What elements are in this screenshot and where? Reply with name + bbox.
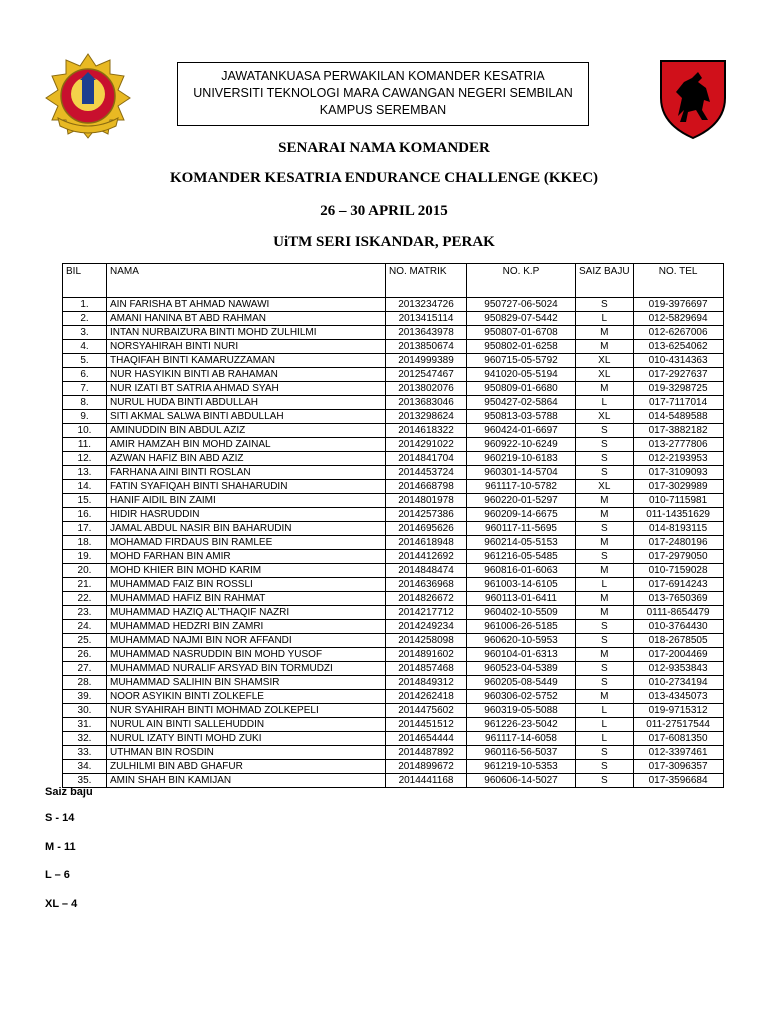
cell-tel: 019-3298725 xyxy=(633,382,723,396)
cell-saiz: S xyxy=(576,746,634,760)
cell-tel: 017-2927637 xyxy=(633,368,723,382)
cell-nama: MOHD FARHAN BIN AMIR xyxy=(107,550,386,564)
table-row xyxy=(63,746,724,760)
cell-saiz: S xyxy=(576,298,634,312)
cell-kp: 960606-14-5027 xyxy=(467,774,576,788)
cell-matrik: 2013850674 xyxy=(386,340,467,354)
cell-tel: 017-3029989 xyxy=(633,480,723,494)
cell-kp: 950802-01-6258 xyxy=(467,340,576,354)
cell-matrik: 2014475602 xyxy=(386,704,467,718)
cell-saiz: L xyxy=(576,704,634,718)
table-row xyxy=(63,396,724,410)
cell-bil: 26. xyxy=(63,648,107,662)
document-title: SENARAI NAMA KOMANDER xyxy=(278,140,490,156)
cell-saiz: S xyxy=(576,438,634,452)
cell-matrik: 2014291022 xyxy=(386,438,467,452)
cell-bil: 30. xyxy=(63,704,107,718)
cell-bil: 16. xyxy=(63,508,107,522)
cell-nama: MUHAMMAD NURALIF ARSYAD BIN TORMUDZI xyxy=(107,662,386,676)
table-row xyxy=(63,382,724,396)
cell-nama: NUR HASYIKIN BINTI AB RAHAMAN xyxy=(107,368,386,382)
cell-kp: 960816-01-6063 xyxy=(467,564,576,578)
cell-matrik: 2014257386 xyxy=(386,508,467,522)
cell-kp: 950809-01-6680 xyxy=(467,382,576,396)
cell-matrik: 2014801978 xyxy=(386,494,467,508)
table-row xyxy=(63,606,724,620)
cell-saiz: S xyxy=(576,466,634,480)
cell-saiz: S xyxy=(576,424,634,438)
table-row xyxy=(63,690,724,704)
table-header-row xyxy=(63,264,724,298)
table-row xyxy=(63,466,724,480)
cell-bil: 39. xyxy=(63,690,107,704)
cell-nama: HIDIR HASRUDDIN xyxy=(107,508,386,522)
cell-kp: 960301-14-5704 xyxy=(467,466,576,480)
table-row xyxy=(63,662,724,676)
cell-nama: JAMAL ABDUL NASIR BIN BAHARUDIN xyxy=(107,522,386,536)
cell-kp: 950727-06-5024 xyxy=(467,298,576,312)
cell-tel: 017-3096357 xyxy=(633,760,723,774)
cell-nama: ZULHILMI BIN ABD GHAFUR xyxy=(107,760,386,774)
table-row xyxy=(63,634,724,648)
cell-tel: 0111-8654479 xyxy=(633,606,723,620)
cell-bil: 12. xyxy=(63,452,107,466)
table-row xyxy=(63,508,724,522)
header-box xyxy=(177,62,589,126)
cell-tel: 012-2193953 xyxy=(633,452,723,466)
cell-saiz: M xyxy=(576,382,634,396)
cell-tel: 019-9715312 xyxy=(633,704,723,718)
cell-kp: 960209-14-6675 xyxy=(467,508,576,522)
table-row xyxy=(63,312,724,326)
cell-matrik: 2014826672 xyxy=(386,592,467,606)
cell-bil: 31. xyxy=(63,718,107,732)
cell-matrik: 2014899672 xyxy=(386,760,467,774)
cell-nama: MUHAMMAD HAFIZ BIN RAHMAT xyxy=(107,592,386,606)
cell-kp: 961226-23-5042 xyxy=(467,718,576,732)
cell-saiz: XL xyxy=(576,410,634,424)
table-row xyxy=(63,424,724,438)
cell-bil: 5. xyxy=(63,354,107,368)
cell-bil: 22. xyxy=(63,592,107,606)
cell-matrik: 2014249234 xyxy=(386,620,467,634)
cell-tel: 010-2734194 xyxy=(633,676,723,690)
cell-tel: 011-14351629 xyxy=(633,508,723,522)
header-line-2: UNIVERSITI TEKNOLOGI MARA CAWANGAN NEGERI SEMBILAN xyxy=(193,86,573,100)
cell-bil: 32. xyxy=(63,732,107,746)
table-row xyxy=(63,774,724,788)
column-header-matrik: NO. MATRIK xyxy=(386,264,467,298)
column-header-tel: NO. TEL xyxy=(633,264,723,298)
cell-nama: AMINUDDIN BIN ABDUL AZIZ xyxy=(107,424,386,438)
summary-size-l: L – 6 xyxy=(45,869,70,881)
cell-nama: AZWAN HAFIZ BIN ABD AZIZ xyxy=(107,452,386,466)
cell-nama: MUHAMMAD SALIHIN BIN SHAMSIR xyxy=(107,676,386,690)
cell-nama: MUHAMMAD FAIZ BIN ROSSLI xyxy=(107,578,386,592)
cell-matrik: 2013234726 xyxy=(386,298,467,312)
cell-matrik: 2013683046 xyxy=(386,396,467,410)
cell-kp: 961003-14-6105 xyxy=(467,578,576,592)
cell-tel: 017-3109093 xyxy=(633,466,723,480)
cell-saiz: L xyxy=(576,312,634,326)
cell-nama: NURUL HUDA BINTI ABDULLAH xyxy=(107,396,386,410)
cell-bil: 14. xyxy=(63,480,107,494)
cell-tel: 017-6081350 xyxy=(633,732,723,746)
cell-nama: NUR SYAHIRAH BINTI MOHMAD ZOLKEPELI xyxy=(107,704,386,718)
cell-saiz: XL xyxy=(576,480,634,494)
cell-kp: 941020-05-5194 xyxy=(467,368,576,382)
cell-kp: 961117-14-6058 xyxy=(467,732,576,746)
summary-heading: Saiz baju xyxy=(45,786,93,798)
cell-tel: 012-6267006 xyxy=(633,326,723,340)
summary-size-m: M - 11 xyxy=(45,841,76,853)
cell-matrik: 2014654444 xyxy=(386,732,467,746)
cell-bil: 34. xyxy=(63,760,107,774)
table-row xyxy=(63,550,724,564)
cell-bil: 18. xyxy=(63,536,107,550)
cell-saiz: XL xyxy=(576,354,634,368)
cell-nama: THAQIFAH BINTI KAMARUZZAMAN xyxy=(107,354,386,368)
cell-nama: AMIN SHAH BIN KAMIJAN xyxy=(107,774,386,788)
cell-tel: 013-7650369 xyxy=(633,592,723,606)
cell-matrik: 2014412692 xyxy=(386,550,467,564)
cell-bil: 6. xyxy=(63,368,107,382)
cell-saiz: S xyxy=(576,620,634,634)
table-row xyxy=(63,368,724,382)
cell-tel: 017-6914243 xyxy=(633,578,723,592)
cell-tel: 010-3764430 xyxy=(633,620,723,634)
cell-bil: 17. xyxy=(63,522,107,536)
table-row xyxy=(63,732,724,746)
cell-matrik: 2014451512 xyxy=(386,718,467,732)
cell-matrik: 2014217712 xyxy=(386,606,467,620)
cell-tel: 010-7159028 xyxy=(633,564,723,578)
cell-kp: 961117-10-5782 xyxy=(467,480,576,494)
cell-tel: 017-3596684 xyxy=(633,774,723,788)
cell-bil: 35. xyxy=(63,774,107,788)
cell-bil: 15. xyxy=(63,494,107,508)
cell-bil: 7. xyxy=(63,382,107,396)
cell-nama: MUHAMMAD HAZIQ AL'THAQIF NAZRI xyxy=(107,606,386,620)
cell-kp: 960104-01-6313 xyxy=(467,648,576,662)
cell-tel: 010-7115981 xyxy=(633,494,723,508)
cell-kp: 960620-10-5953 xyxy=(467,634,576,648)
table-row xyxy=(63,340,724,354)
cell-kp: 961219-10-5353 xyxy=(467,760,576,774)
table-row xyxy=(63,564,724,578)
cell-nama: FATIN SYAFIQAH BINTI SHAHARUDIN xyxy=(107,480,386,494)
cell-kp: 960205-08-5449 xyxy=(467,676,576,690)
cell-nama: MUHAMMAD HEDZRI BIN ZAMRI xyxy=(107,620,386,634)
cell-bil: 20. xyxy=(63,564,107,578)
column-header-saiz: SAIZ BAJU xyxy=(576,264,634,298)
table-row xyxy=(63,704,724,718)
cell-saiz: S xyxy=(576,760,634,774)
cell-bil: 11. xyxy=(63,438,107,452)
summary-size-xl: XL – 4 xyxy=(45,898,78,910)
cell-nama: NORSYAHIRAH BINTI NURI xyxy=(107,340,386,354)
cell-saiz: M xyxy=(576,494,634,508)
table-row xyxy=(63,326,724,340)
table-body xyxy=(63,298,724,788)
cell-saiz: L xyxy=(576,578,634,592)
cell-tel: 019-3976697 xyxy=(633,298,723,312)
cell-bil: 28. xyxy=(63,676,107,690)
table-row xyxy=(63,522,724,536)
cell-tel: 010-4314363 xyxy=(633,354,723,368)
cell-bil: 13. xyxy=(63,466,107,480)
cell-saiz: XL xyxy=(576,368,634,382)
cell-nama: AMANI HANINA BT ABD RAHMAN xyxy=(107,312,386,326)
cell-matrik: 2013415114 xyxy=(386,312,467,326)
cell-matrik: 2014841704 xyxy=(386,452,467,466)
cell-saiz: M xyxy=(576,606,634,620)
cell-bil: 27. xyxy=(63,662,107,676)
horse-shield-icon xyxy=(658,58,728,140)
cell-nama: NUR IZATI BT SATRIA AHMAD SYAH xyxy=(107,382,386,396)
column-header-bil: BIL xyxy=(63,264,107,298)
column-header-nama: NAMA xyxy=(107,264,386,298)
cell-bil: 3. xyxy=(63,326,107,340)
cell-matrik: 2013802076 xyxy=(386,382,467,396)
cell-matrik: 2013643978 xyxy=(386,326,467,340)
cell-saiz: L xyxy=(576,718,634,732)
cell-kp: 961216-05-5485 xyxy=(467,550,576,564)
cell-matrik: 2014618322 xyxy=(386,424,467,438)
table-row xyxy=(63,410,724,424)
cell-matrik: 2014487892 xyxy=(386,746,467,760)
cell-saiz: S xyxy=(576,522,634,536)
cell-kp: 960319-05-5088 xyxy=(467,704,576,718)
header-line-3: KAMPUS SEREMBAN xyxy=(319,103,447,117)
cell-saiz: S xyxy=(576,676,634,690)
table-row xyxy=(63,648,724,662)
cell-tel: 012-9353843 xyxy=(633,662,723,676)
cell-saiz: S xyxy=(576,662,634,676)
table-row xyxy=(63,298,724,312)
cell-bil: 10. xyxy=(63,424,107,438)
cell-tel: 012-5829694 xyxy=(633,312,723,326)
cell-saiz: S xyxy=(576,550,634,564)
summary-size-s: S - 14 xyxy=(45,812,75,824)
cell-kp: 960306-02-5752 xyxy=(467,690,576,704)
cell-bil: 4. xyxy=(63,340,107,354)
table-row xyxy=(63,578,724,592)
cell-nama: MUHAMMAD NASRUDDIN BIN MOHD YUSOF xyxy=(107,648,386,662)
cell-matrik: 2013298624 xyxy=(386,410,467,424)
cell-saiz: M xyxy=(576,564,634,578)
cell-matrik: 2014636968 xyxy=(386,578,467,592)
cell-matrik: 2014695626 xyxy=(386,522,467,536)
table-row xyxy=(63,354,724,368)
cell-tel: 013-6254062 xyxy=(633,340,723,354)
table-row xyxy=(63,438,724,452)
cell-kp: 950829-07-5442 xyxy=(467,312,576,326)
cell-nama: AMIR HAMZAH BIN MOHD ZAINAL xyxy=(107,438,386,452)
cell-saiz: M xyxy=(576,690,634,704)
cell-bil: 1. xyxy=(63,298,107,312)
table-row xyxy=(63,480,724,494)
cell-matrik: 2014891602 xyxy=(386,648,467,662)
table-row xyxy=(63,452,724,466)
cell-bil: 9. xyxy=(63,410,107,424)
cell-matrik: 2014668798 xyxy=(386,480,467,494)
cell-bil: 8. xyxy=(63,396,107,410)
cell-saiz: M xyxy=(576,340,634,354)
cell-tel: 013-4345073 xyxy=(633,690,723,704)
table-row xyxy=(63,620,724,634)
cell-kp: 960214-05-5153 xyxy=(467,536,576,550)
cell-matrik: 2014262418 xyxy=(386,690,467,704)
cell-matrik: 2014999389 xyxy=(386,354,467,368)
cell-matrik: 2014848474 xyxy=(386,564,467,578)
cell-kp: 960117-11-5695 xyxy=(467,522,576,536)
cell-bil: 24. xyxy=(63,620,107,634)
cell-saiz: M xyxy=(576,508,634,522)
cell-nama: UTHMAN BIN ROSDIN xyxy=(107,746,386,760)
column-header-kp: NO. K.P xyxy=(467,264,576,298)
cell-matrik: 2014857468 xyxy=(386,662,467,676)
cell-saiz: L xyxy=(576,396,634,410)
cell-tel: 014-5489588 xyxy=(633,410,723,424)
cell-tel: 017-2480196 xyxy=(633,536,723,550)
table-row xyxy=(63,676,724,690)
table-row xyxy=(63,592,724,606)
cell-saiz: M xyxy=(576,326,634,340)
cell-kp: 960922-10-6249 xyxy=(467,438,576,452)
cell-bil: 19. xyxy=(63,550,107,564)
cell-nama: SITI AKMAL SALWA BINTI ABDULLAH xyxy=(107,410,386,424)
cell-kp: 960402-10-5509 xyxy=(467,606,576,620)
cell-kp: 960220-01-5297 xyxy=(467,494,576,508)
cell-nama: MUHAMMAD NAJMI BIN NOR AFFANDI xyxy=(107,634,386,648)
cell-saiz: L xyxy=(576,732,634,746)
cell-matrik: 2014258098 xyxy=(386,634,467,648)
cell-kp: 960113-01-6411 xyxy=(467,592,576,606)
cell-saiz: M xyxy=(576,592,634,606)
cell-matrik: 2014453724 xyxy=(386,466,467,480)
cell-nama: INTAN NURBAIZURA BINTI MOHD ZULHILMI xyxy=(107,326,386,340)
cell-tel: 018-2678505 xyxy=(633,634,723,648)
cell-kp: 960219-10-6183 xyxy=(467,452,576,466)
cell-tel: 013-2777806 xyxy=(633,438,723,452)
event-date: 26 – 30 APRIL 2015 xyxy=(320,203,448,219)
table-row xyxy=(63,536,724,550)
cell-nama: MOHAMAD FIRDAUS BIN RAMLEE xyxy=(107,536,386,550)
table-row xyxy=(63,760,724,774)
cell-tel: 011-27517544 xyxy=(633,718,723,732)
cell-tel: 017-2004469 xyxy=(633,648,723,662)
cell-tel: 017-3882182 xyxy=(633,424,723,438)
cell-nama: HANIF AIDIL BIN ZAIMI xyxy=(107,494,386,508)
cell-saiz: S xyxy=(576,774,634,788)
cell-saiz: S xyxy=(576,634,634,648)
cell-matrik: 2014849312 xyxy=(386,676,467,690)
event-location: UiTM SERI ISKANDAR, PERAK xyxy=(273,234,495,250)
cell-tel: 014-8193115 xyxy=(633,522,723,536)
cell-bil: 21. xyxy=(63,578,107,592)
cell-kp: 950813-03-5788 xyxy=(467,410,576,424)
cell-bil: 2. xyxy=(63,312,107,326)
table-row xyxy=(63,494,724,508)
cell-tel: 017-7117014 xyxy=(633,396,723,410)
cell-saiz: S xyxy=(576,452,634,466)
cell-nama: NURUL AIN BINTI SALLEHUDDIN xyxy=(107,718,386,732)
cell-kp: 961006-26-5185 xyxy=(467,620,576,634)
cell-tel: 017-2979050 xyxy=(633,550,723,564)
table-row xyxy=(63,718,724,732)
cell-kp: 960116-56-5037 xyxy=(467,746,576,760)
university-crest-icon xyxy=(44,52,132,140)
cell-tel: 012-3397461 xyxy=(633,746,723,760)
cell-kp: 960424-01-6697 xyxy=(467,424,576,438)
event-title: KOMANDER KESATRIA ENDURANCE CHALLENGE (KKEC) xyxy=(169,170,599,186)
cell-bil: 25. xyxy=(63,634,107,648)
cell-nama: NOOR ASYIKIN BINTI ZOLKEFLE xyxy=(107,690,386,704)
cell-kp: 960523-04-5389 xyxy=(467,662,576,676)
header-line-1: JAWATANKUASA PERWAKILAN KOMANDER KESATRIA xyxy=(221,69,545,83)
cell-matrik: 2014618948 xyxy=(386,536,467,550)
cell-bil: 33. xyxy=(63,746,107,760)
cell-bil: 23. xyxy=(63,606,107,620)
cell-kp: 960715-05-5792 xyxy=(467,354,576,368)
cell-saiz: M xyxy=(576,536,634,550)
participant-table xyxy=(62,263,724,788)
cell-nama: MOHD KHIER BIN MOHD KARIM xyxy=(107,564,386,578)
cell-kp: 950807-01-6708 xyxy=(467,326,576,340)
cell-kp: 950427-02-5864 xyxy=(467,396,576,410)
cell-matrik: 2014441168 xyxy=(386,774,467,788)
cell-saiz: M xyxy=(576,648,634,662)
cell-matrik: 2012547467 xyxy=(386,368,467,382)
cell-nama: NURUL IZATY BINTI MOHD ZUKI xyxy=(107,732,386,746)
cell-nama: AIN FARISHA BT AHMAD NAWAWI xyxy=(107,298,386,312)
cell-nama: FARHANA AINI BINTI ROSLAN xyxy=(107,466,386,480)
